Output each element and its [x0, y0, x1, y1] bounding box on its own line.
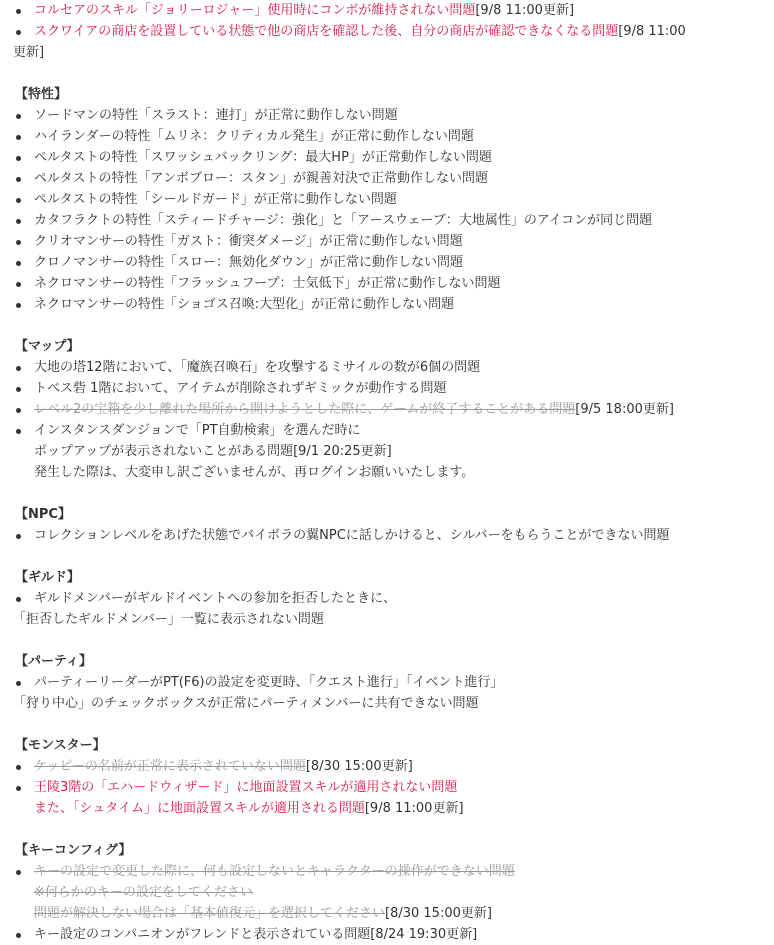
- list-item-continuation: [13, 798, 767, 819]
- update-date: [9/8 11:00更新]: [364, 801, 464, 816]
- list-item: [13, 21, 767, 42]
- section-heading-traits: 【特性】: [15, 87, 68, 102]
- section-heading-guild: 【ギルド】: [15, 570, 80, 585]
- resolved-issue-text: ケッピーの名前が正常に表示されていない問題: [34, 759, 306, 774]
- section-heading-map: 【マップ】: [15, 339, 80, 354]
- list-item-note: 発生した際は、大変申し訳ございませんが、再ログインお願いいたします。: [34, 465, 475, 480]
- list-item-continuation: [13, 903, 767, 924]
- resolved-issue-text: レベル2の宝箱を少し離れた場所から開けようとした際に、ゲームが終了することがある問題: [34, 402, 576, 417]
- spacer: [13, 819, 767, 840]
- spacer: [13, 546, 767, 567]
- issue-text: また、「シュタイム」に地面設置スキルが適用される問題: [34, 801, 365, 816]
- list-item: ギルドメンバーがギルドイベントへの参加を拒否したときに、: [13, 588, 767, 609]
- update-date: [9/8 11:00更新]: [475, 3, 575, 18]
- update-date: [8/30 15:00更新]: [385, 906, 492, 921]
- list-item-continuation: 「狩り中心」のチェックボックスが正常にパーティメンバーに共有できない問題: [13, 696, 479, 711]
- list-item: パーティーリーダーがPT(F6)の設定を変更時、「クエスト進行」「イベント進行」: [13, 672, 767, 693]
- section-heading-party: 【パーティ】: [15, 654, 92, 669]
- known-issues-content: [13, 0, 767, 945]
- list-item: 大地の塔12階において、「魔族召喚石」を攻撃するミサイルの数が6個の問題: [13, 357, 767, 378]
- list-item-resolved: キーの設定で変更した際に、何も設定しないとキャラクターの操作ができない問題: [13, 861, 767, 882]
- list-item: インスタンスダンジョンで「PT自動検索」を選んだ時に: [13, 420, 767, 441]
- list-item: ハイランダーの特性「ムリネ：クリティカル発生」が正常に動作しない問題: [13, 126, 767, 147]
- list-item: ソードマンの特性「スラスト：連打」が正常に動作しない問題: [13, 105, 767, 126]
- spacer: [13, 630, 767, 651]
- list-item: カタフラクトの特性「スティードチャージ：強化」と「アースウェーブ：大地属性」のアイコンが同じ問題: [13, 210, 767, 231]
- list-item: キー設定のコンパニオンがフレンドと表示されている問題[8/24 19:30更新]: [13, 924, 767, 945]
- issue-text: スクワイアの商店を設置している状態で他の商店を確認した後、自分の商店が確認できなくなる問題: [34, 24, 619, 39]
- list-item: [13, 0, 767, 21]
- update-date: [9/8 11:00: [618, 24, 686, 39]
- list-item: コレクションレベルをあげた状態でバイボラの翼NPCに話しかけると、シルバーをもらうことができない問題: [13, 525, 767, 546]
- list-item: クロノマンサーの特性「スロー：無効化ダウン」が正常に動作しない問題: [13, 252, 767, 273]
- list-item: ネクロマンサーの特性「ショゴス召喚:大型化」が正常に動作しない問題: [13, 294, 767, 315]
- list-item: トベス砦 1階において、アイテムが削除されずギミックが動作する問題: [13, 378, 767, 399]
- list-item-continuation: [13, 42, 767, 63]
- list-item: ペルタストの特性「シールドガード」が正常に動作しない問題: [13, 189, 767, 210]
- update-date: [8/30 15:00更新]: [305, 759, 413, 774]
- spacer: [13, 483, 767, 504]
- update-date: [9/5 18:00更新]: [575, 402, 674, 417]
- list-item-resolved: [13, 399, 767, 420]
- list-item-resolved: [13, 756, 767, 777]
- list-item-continuation: 「拒否したギルドメンバー」一覧に表示されない問題: [13, 612, 324, 627]
- list-item-continuation: ポップアップが表示されないことがある問題[9/1 20:25更新]: [34, 444, 392, 459]
- spacer: [13, 63, 767, 84]
- update-date-wrap: 更新]: [13, 45, 45, 60]
- section-heading-npc: 【NPC】: [15, 507, 71, 522]
- list-item: 王陵3階の「エハードウィザード」に地面設置スキルが適用されない問題: [13, 777, 767, 798]
- list-item: ペルタストの特性「スワッシュバックリング：最大HP」が正常動作しない問題: [13, 147, 767, 168]
- list-item: ペルタストの特性「アンボブロー：スタン」が親善対決で正常動作しない問題: [13, 168, 767, 189]
- issue-text: コルセアのスキル「ジョリーロジャー」使用時にコンボが維持されない問題: [34, 3, 476, 18]
- spacer: [13, 315, 767, 336]
- resolved-issue-text: 問題が解決しない場合は「基本値復元」を選択してください: [34, 906, 386, 921]
- list-item-continuation: ※何らかのキーの設定をしてください: [34, 885, 253, 900]
- spacer: [13, 714, 767, 735]
- list-item: ネクロマンサーの特性「フラッシュフープ：士気低下」が正常に動作しない問題: [13, 273, 767, 294]
- section-heading-keyconfig: 【キーコンフィグ】: [15, 843, 132, 858]
- section-heading-monster: 【モンスター】: [15, 738, 106, 753]
- list-item: クリオマンサーの特性「ガスト：衝突ダメージ」が正常に動作しない問題: [13, 231, 767, 252]
